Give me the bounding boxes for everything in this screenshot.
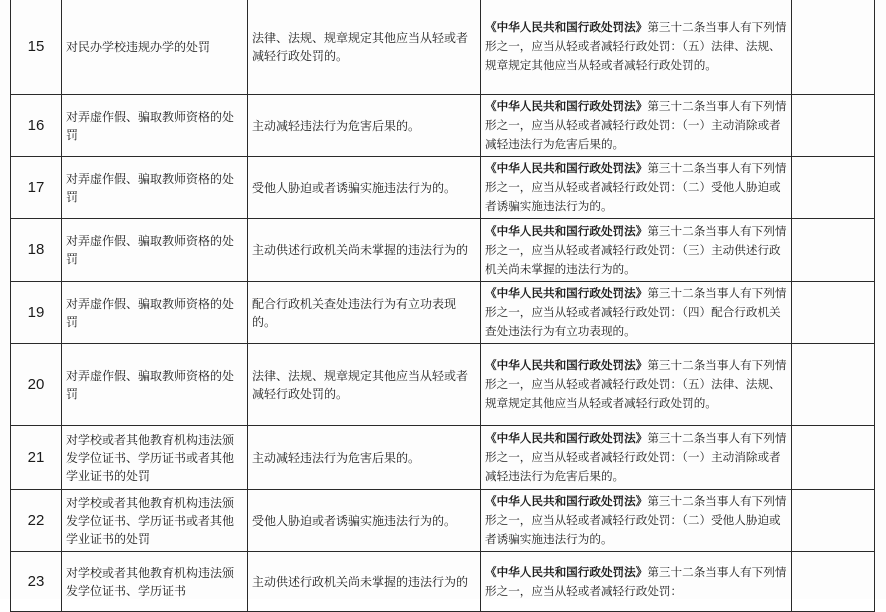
law-article: 第三十二条当事人有下列情形之一，应当从轻或者减轻行政处罚：（三）主动供述行政机关尚未掌握的违法行为的。 (485, 223, 787, 276)
legal-basis (481, 157, 792, 219)
law-name: 《中华人民共和国行政处罚法》 (485, 564, 648, 579)
table-row (11, 282, 875, 344)
note-cell (792, 426, 875, 490)
penalty-matter: 对弄虚作假、骗取教师资格的处罚 (62, 344, 248, 426)
note-cell (792, 344, 875, 426)
row-number: 23 (11, 552, 62, 612)
row-number: 16 (11, 95, 62, 157)
table-row (11, 0, 875, 95)
penalty-matter: 对弄虚作假、骗取教师资格的处罚 (62, 157, 248, 219)
note-cell (792, 95, 875, 157)
legal-basis (481, 282, 792, 344)
row-number: 20 (11, 344, 62, 426)
law-article: 第三十二条当事人有下列情形之一，应当从轻或者减轻行政处罚：（四）配合行政机关查处违法行为有立功表现的。 (485, 286, 787, 338)
penalty-table (10, 0, 875, 612)
law-name: 《中华人民共和国行政处罚法》 (485, 358, 648, 372)
mitigating-circumstance: 主动供述行政机关尚未掌握的违法行为的 (248, 552, 481, 612)
note-cell (792, 219, 875, 282)
law-article: 第三十二条当事人有下列情形之一，应当从轻或者减轻行政处罚：（一）主动消除或者减轻违法行为危害后果的。 (485, 99, 787, 151)
law-name: 《中华人民共和国行政处罚法》 (485, 20, 648, 34)
law-name: 《中华人民共和国行政处罚法》 (485, 286, 648, 300)
penalty-matter: 对学校或者其他教育机构违法颁发学位证书、学历证书 (62, 552, 248, 612)
mitigating-circumstance: 法律、法规、规章规定其他应当从轻或者减轻行政处罚的。 (248, 0, 481, 95)
table-row (11, 95, 875, 157)
law-article: 第三十二条当事人有下列情形之一，应当从轻或者减轻行政处罚：（五）法律、法规、规章规定其他应当从轻或者减轻行政处罚的。 (485, 20, 787, 72)
law-article: 第三十二条当事人有下列情形之一，应当从轻或者减轻行政处罚： (485, 564, 787, 598)
legal-basis (481, 426, 792, 490)
table-row (11, 157, 875, 219)
mitigating-circumstance: 主动供述行政机关尚未掌握的违法行为的 (248, 219, 481, 282)
law-article: 第三十二条当事人有下列情形之一，应当从轻或者减轻行政处罚：（一）主动消除或者减轻违法行为危害后果的。 (485, 431, 787, 483)
penalty-matter: 对弄虚作假、骗取教师资格的处罚 (62, 95, 248, 157)
row-number: 19 (11, 282, 62, 344)
law-name: 《中华人民共和国行政处罚法》 (485, 99, 648, 113)
legal-basis (481, 490, 792, 552)
law-article: 第三十二条当事人有下列情形之一，应当从轻或者减轻行政处罚：（五）法律、法规、规章规定其他应当从轻或者减轻行政处罚的。 (485, 358, 787, 410)
note-cell (792, 0, 875, 95)
mitigating-circumstance: 主动减轻违法行为危害后果的。 (248, 426, 481, 490)
table-row (11, 552, 875, 612)
row-number: 22 (11, 490, 62, 552)
legal-basis (481, 552, 792, 612)
row-number: 21 (11, 426, 62, 490)
penalty-matter: 对学校或者其他教育机构违法颁发学位证书、学历证书或者其他学业证书的处罚 (62, 490, 248, 552)
legal-basis (481, 219, 792, 282)
mitigating-circumstance: 配合行政机关查处违法行为有立功表现的。 (248, 282, 481, 344)
mitigating-circumstance: 法律、法规、规章规定其他应当从轻或者减轻行政处罚的。 (248, 344, 481, 426)
note-cell (792, 157, 875, 219)
law-article: 第三十二条当事人有下列情形之一，应当从轻或者减轻行政处罚：（二）受他人胁迫或者诱骗实施违法行为的。 (485, 161, 787, 213)
note-cell (792, 490, 875, 552)
penalty-matter: 对学校或者其他教育机构违法颁发学位证书、学历证书或者其他学业证书的处罚 (62, 426, 248, 490)
mitigating-circumstance: 主动减轻违法行为危害后果的。 (248, 95, 481, 157)
law-name: 《中华人民共和国行政处罚法》 (485, 431, 648, 445)
table-row (11, 219, 875, 282)
row-number: 17 (11, 157, 62, 219)
mitigating-circumstance: 受他人胁迫或者诱骗实施违法行为的。 (248, 490, 481, 552)
row-number: 18 (11, 219, 62, 282)
penalty-matter: 对民办学校违规办学的处罚 (62, 0, 248, 95)
law-name: 《中华人民共和国行政处罚法》 (485, 494, 648, 508)
row-number: 15 (11, 0, 62, 95)
law-article: 第三十二条当事人有下列情形之一，应当从轻或者减轻行政处罚：（二）受他人胁迫或者诱骗实施违法行为的。 (485, 494, 787, 546)
table-row (11, 490, 875, 552)
legal-basis (481, 0, 792, 95)
law-name: 《中华人民共和国行政处罚法》 (485, 223, 648, 238)
table-row (11, 344, 875, 426)
legal-basis (481, 95, 792, 157)
penalty-matter: 对弄虚作假、骗取教师资格的处罚 (62, 219, 248, 282)
note-cell (792, 282, 875, 344)
note-cell (792, 552, 875, 612)
mitigating-circumstance: 受他人胁迫或者诱骗实施违法行为的。 (248, 157, 481, 219)
law-name: 《中华人民共和国行政处罚法》 (485, 161, 648, 175)
penalty-matter: 对弄虚作假、骗取教师资格的处罚 (62, 282, 248, 344)
legal-basis (481, 344, 792, 426)
table-row (11, 426, 875, 490)
